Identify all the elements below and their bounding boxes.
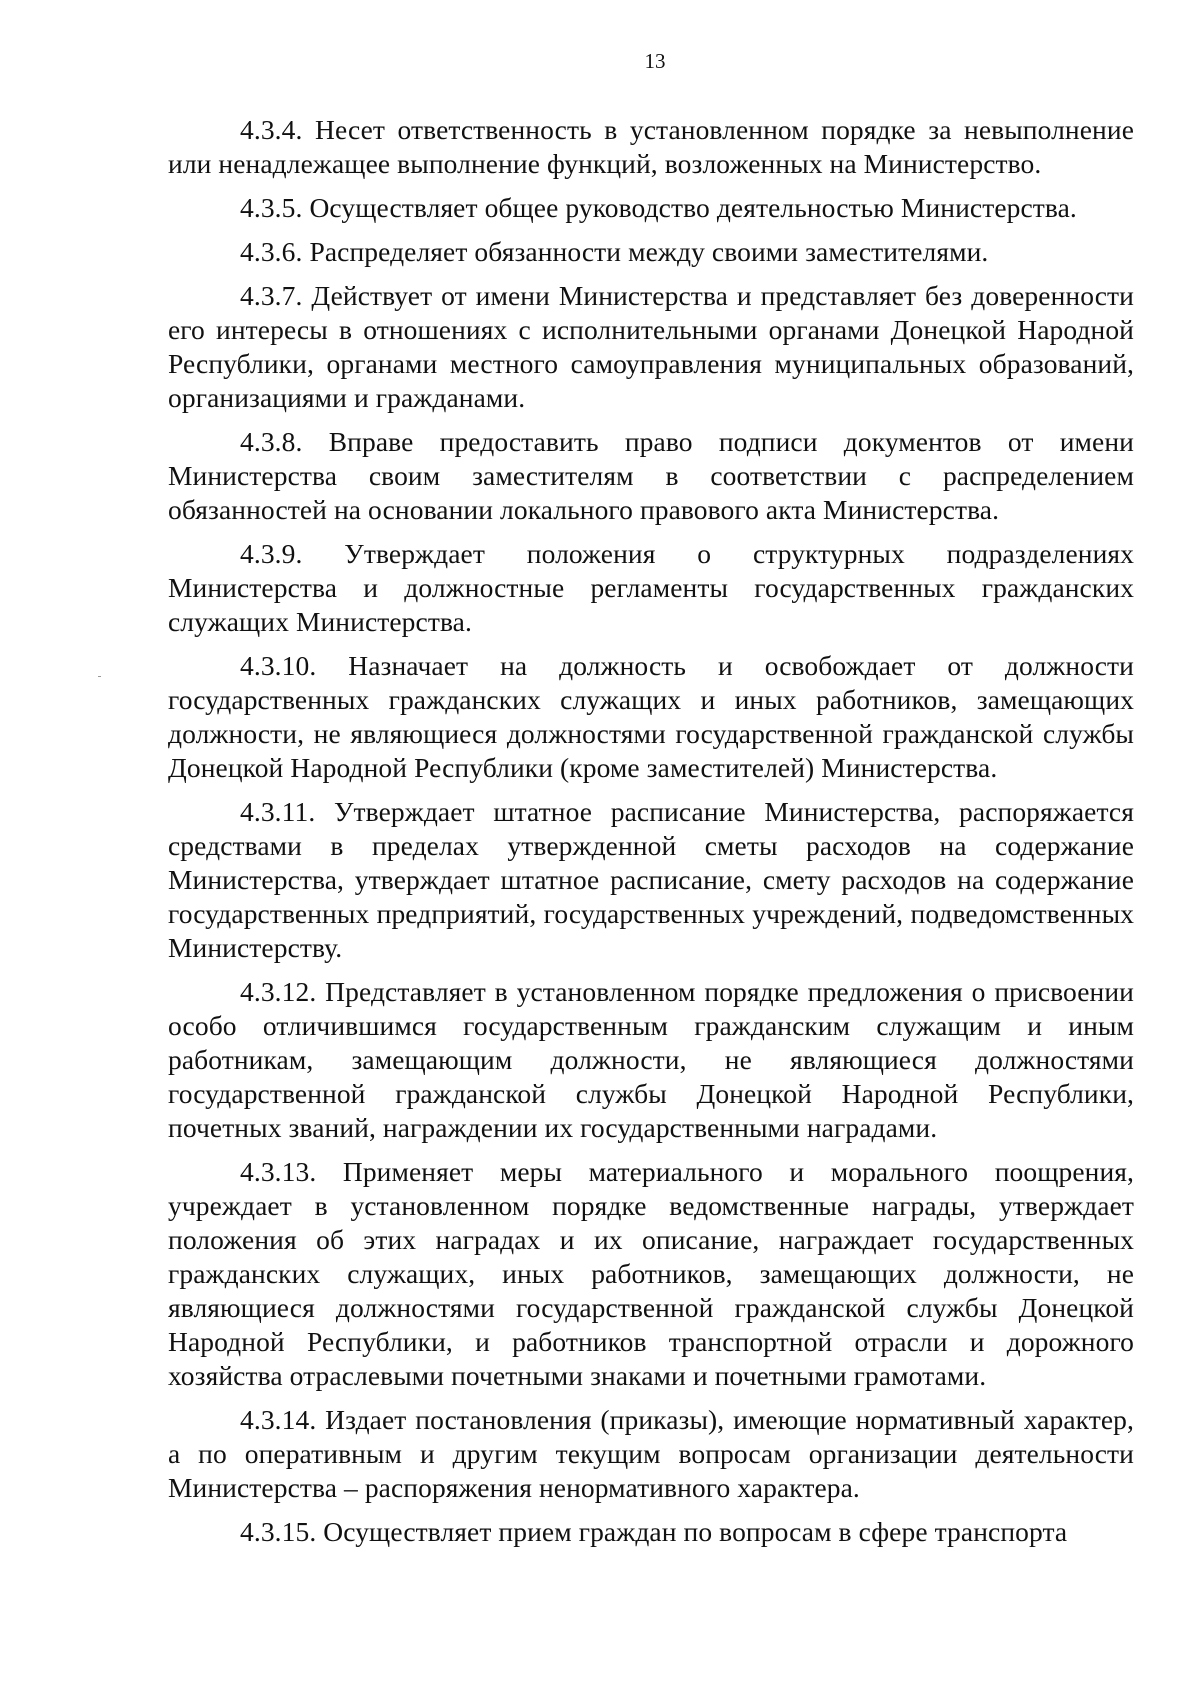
paragraph-4-3-4: 4.3.4. Несет ответственность в установленном порядке за невыполнение или ненадлежащее выполнение функций, возложенных на Министерство. — [168, 114, 1134, 179]
paragraph-4-3-6: 4.3.6. Распределяет обязанности между своими заместителями. — [240, 236, 989, 267]
document-body — [168, 113, 1134, 1559]
paragraph-4-3-14: 4.3.14. Издает постановления (приказы), имеющие нормативный характер, а по оперативным и другим текущим вопросам организации деятельности Министерства – распоряжения ненормативного характера. — [168, 1404, 1134, 1503]
paragraph-4-3-5: 4.3.5. Осуществляет общее руководство деятельностью Министерства. — [240, 192, 1077, 223]
page-number: 13 — [644, 49, 666, 73]
paragraph-4-3-10: 4.3.10. Назначает на должность и освобождает от должности государственных гражданских служащих и иных работников, замещающих должности, не являющиеся должностями государственной гражданской службы Донецкой Народной Республики (кроме заместителей) Министерства. — [168, 650, 1134, 783]
paragraph-4-3-7: 4.3.7. Действует от имени Министерства и представляет без доверенности его интересы в отношениях с исполнительными органами Донецкой Народной Республики, органами местного самоуправления муниципальных образований, организациями и гражданами. — [168, 280, 1134, 413]
paragraph-4-3-15: 4.3.15. Осуществляет прием граждан по вопросам в сфере транспорта — [240, 1516, 1068, 1547]
paragraph-4-3-13: 4.3.13. Применяет меры материального и морального поощрения, учреждает в установленном порядке ведомственные награды, утверждает положения об этих наградах и их описание, награждает государственных гражданских служащих, иных работников, замещающих должности, не являющиеся должностями государственной гражданской службы Донецкой Народной Республики, и работников транспортной отрасли и дорожного хозяйства отраслевыми почетными знаками и почетными грамотами. — [168, 1156, 1134, 1391]
paragraph-4-3-9: 4.3.9. Утверждает положения о структурных подразделениях Министерства и должностные регламенты государственных гражданских служащих Министерства. — [168, 538, 1134, 637]
paragraph-4-3-11: 4.3.11. Утверждает штатное расписание Министерства, распоряжается средствами в пределах утвержденной сметы расходов на содержание Министерства, утверждает штатное расписание, смету расходов на содержание государственных предприятий, государственных учреждений, подведомственных Министерству. — [168, 796, 1134, 963]
paragraph-4-3-12: 4.3.12. Представляет в установленном порядке предложения о присвоении особо отличившимся государственным гражданским служащим и иным работникам, замещающим должности, не являющиеся должностями государственной гражданской службы Донецкой Народной Республики, почетных званий, награждении их государственными наградами. — [168, 976, 1134, 1143]
paragraph-4-3-8: 4.3.8. Вправе предоставить право подписи документов от имени Министерства своим заместителям в соответствии с распределением обязанностей на основании локального правового акта Министерства. — [168, 426, 1134, 525]
scan-artifact — [98, 676, 101, 677]
